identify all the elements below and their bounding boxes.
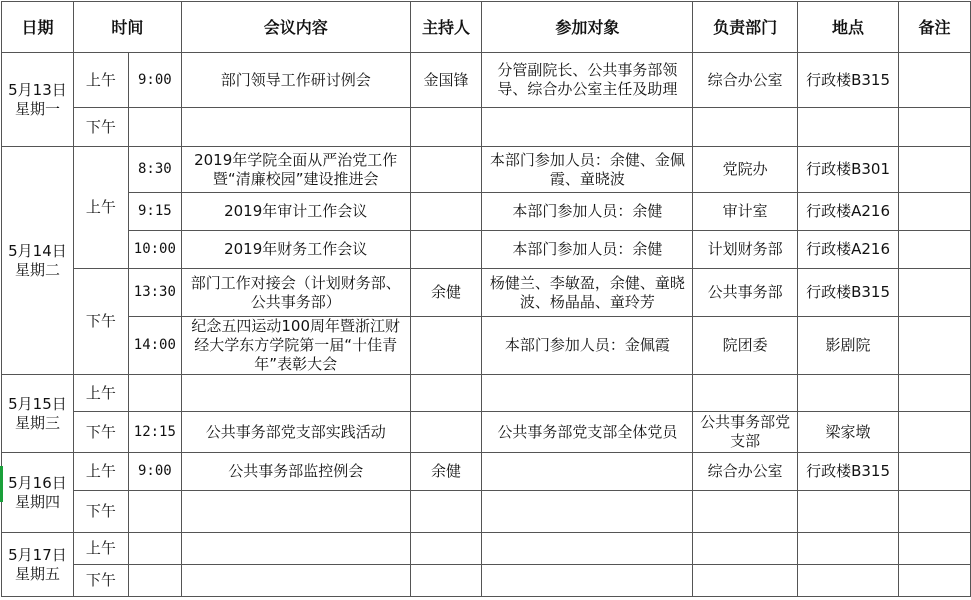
meeting-location: 行政楼B301: [798, 147, 899, 193]
empty-cell: [128, 108, 181, 147]
empty-cell: [693, 565, 798, 597]
empty-cell: [181, 533, 410, 565]
meeting-participants: 分管副院长、公共事务部领导、综合办公室主任及助理: [482, 53, 693, 108]
meeting-remark: [899, 53, 971, 108]
meeting-time: 10:00: [128, 231, 181, 269]
meeting-location: 行政楼A216: [798, 193, 899, 231]
empty-cell: [410, 565, 482, 597]
meeting-content: 部门领导工作研讨例会: [181, 53, 410, 108]
meeting-content: 2019年审计工作会议: [181, 193, 410, 231]
meeting-participants: 本部门参加人员：余健: [482, 231, 693, 269]
meeting-remark: [899, 193, 971, 231]
header-remark: 备注: [899, 2, 971, 53]
meeting-participants: 杨健兰、李敏盈，余健、童晓波、杨晶晶、童玲芳: [482, 269, 693, 317]
table-row: [2, 317, 971, 375]
empty-cell: [128, 375, 181, 412]
period-am: 上午: [73, 375, 128, 412]
day-weekday: 星期二: [14, 260, 60, 279]
empty-cell: [693, 108, 798, 147]
period-pm: 下午: [73, 108, 128, 147]
empty-cell: [181, 565, 410, 597]
table-row: [2, 453, 971, 491]
empty-cell: [482, 491, 693, 533]
day-date: 5月17日: [8, 545, 67, 564]
period-am: 上午: [73, 53, 128, 108]
meeting-dept: 公共事务部: [693, 269, 798, 317]
period-pm: 下午: [73, 491, 128, 533]
meeting-remark: [899, 147, 971, 193]
empty-cell: [410, 108, 482, 147]
period-pm: 下午: [73, 565, 128, 597]
meeting-host: [410, 147, 482, 193]
header-row: [2, 2, 971, 53]
empty-cell: [899, 565, 971, 597]
empty-cell: [181, 491, 410, 533]
meeting-time: 9:00: [128, 453, 181, 491]
empty-cell: [410, 533, 482, 565]
meeting-remark: [899, 269, 971, 317]
empty-cell: [482, 108, 693, 147]
meeting-remark: [899, 412, 971, 453]
day-cell: [2, 147, 74, 375]
day-weekday: 星期一: [14, 99, 60, 118]
meeting-remark: [899, 317, 971, 375]
day-date: 5月13日: [8, 80, 67, 99]
meeting-participants: 本部门参加人员：金佩霞: [482, 317, 693, 375]
meeting-content: 纪念五四运动100周年暨浙江财经大学东方学院第一届“十佳青年”表彰大会: [181, 317, 410, 375]
meeting-content: 公共事务部党支部实践活动: [181, 412, 410, 453]
meeting-host: [410, 231, 482, 269]
meeting-dept: 审计室: [693, 193, 798, 231]
meeting-host: [410, 193, 482, 231]
table-row: [2, 53, 971, 108]
meeting-dept: 院团委: [693, 317, 798, 375]
day-date: 5月15日: [8, 394, 67, 413]
meeting-dept: 计划财务部: [693, 231, 798, 269]
meeting-location: 梁家墩: [798, 412, 899, 453]
table-row: [2, 375, 971, 412]
day-cell: [2, 533, 74, 597]
table-row: [2, 108, 971, 147]
period-pm: 下午: [73, 412, 128, 453]
meeting-host: 余健: [410, 453, 482, 491]
empty-cell: [899, 375, 971, 412]
header-dept: 负责部门: [693, 2, 798, 53]
meeting-dept: 综合办公室: [693, 453, 798, 491]
meeting-time: 9:00: [128, 53, 181, 108]
empty-cell: [798, 491, 899, 533]
empty-cell: [798, 108, 899, 147]
meeting-location: 行政楼A216: [798, 231, 899, 269]
period-am: 上午: [73, 147, 128, 269]
meeting-time: 8:30: [128, 147, 181, 193]
meeting-participants: [482, 453, 693, 491]
meeting-time: 14:00: [128, 317, 181, 375]
day-weekday: 星期四: [14, 492, 60, 511]
period-pm: 下午: [73, 269, 128, 375]
empty-cell: [693, 533, 798, 565]
empty-cell: [410, 491, 482, 533]
day-cell: [2, 375, 74, 453]
meeting-location: 行政楼B315: [798, 53, 899, 108]
header-time: 时间: [73, 2, 181, 53]
meeting-host: [410, 317, 482, 375]
empty-cell: [128, 565, 181, 597]
meeting-host: [410, 412, 482, 453]
meeting-remark: [899, 453, 971, 491]
day-cell: [2, 53, 74, 147]
empty-cell: [482, 533, 693, 565]
empty-cell: [899, 533, 971, 565]
empty-cell: [181, 375, 410, 412]
header-location: 地点: [798, 2, 899, 53]
table-row: [2, 147, 971, 193]
table-row: [2, 533, 971, 565]
cell-selection-marker: [0, 466, 3, 502]
day-weekday: 星期五: [14, 564, 60, 583]
header-date: 日期: [2, 2, 74, 53]
empty-cell: [128, 491, 181, 533]
empty-cell: [798, 533, 899, 565]
empty-cell: [693, 375, 798, 412]
meeting-content: 公共事务部监控例会: [181, 453, 410, 491]
empty-cell: [482, 375, 693, 412]
meeting-content: 部门工作对接会（计划财务部、公共事务部）: [181, 269, 410, 317]
table-row: [2, 491, 971, 533]
meeting-location: 影剧院: [798, 317, 899, 375]
meeting-remark: [899, 231, 971, 269]
empty-cell: [410, 375, 482, 412]
day-date: 5月16日: [8, 473, 67, 492]
day-cell: [2, 453, 74, 533]
meeting-host: 金国锋: [410, 53, 482, 108]
empty-cell: [482, 565, 693, 597]
meeting-location: 行政楼B315: [798, 269, 899, 317]
header-host: 主持人: [410, 2, 482, 53]
empty-cell: [128, 533, 181, 565]
meeting-dept: 公共事务部党支部: [693, 412, 798, 453]
table-row: [2, 565, 971, 597]
meeting-dept: 综合办公室: [693, 53, 798, 108]
table-row: [2, 193, 971, 231]
meeting-participants: 本部门参加人员：余健: [482, 193, 693, 231]
day-weekday: 星期三: [14, 413, 60, 432]
period-am: 上午: [73, 453, 128, 491]
header-content: 会议内容: [181, 2, 410, 53]
meeting-schedule-table: [1, 1, 971, 597]
table-row: [2, 412, 971, 453]
table-row: [2, 269, 971, 317]
meeting-time: 13:30: [128, 269, 181, 317]
empty-cell: [693, 491, 798, 533]
day-date: 5月14日: [8, 241, 67, 260]
meeting-time: 9:15: [128, 193, 181, 231]
empty-cell: [798, 375, 899, 412]
meeting-content: 2019年财务工作会议: [181, 231, 410, 269]
empty-cell: [181, 108, 410, 147]
meeting-participants: 本部门参加人员：余健、金佩霞、童晓波: [482, 147, 693, 193]
meeting-dept: 党院办: [693, 147, 798, 193]
meeting-content: 2019年学院全面从严治党工作暨“清廉校园”建设推进会: [181, 147, 410, 193]
meeting-location: 行政楼B315: [798, 453, 899, 491]
period-am: 上午: [73, 533, 128, 565]
header-participants: 参加对象: [482, 2, 693, 53]
empty-cell: [798, 565, 899, 597]
empty-cell: [899, 491, 971, 533]
meeting-time: 12:15: [128, 412, 181, 453]
meeting-host: 余健: [410, 269, 482, 317]
meeting-participants: 公共事务部党支部全体党员: [482, 412, 693, 453]
empty-cell: [899, 108, 971, 147]
table-row: [2, 231, 971, 269]
